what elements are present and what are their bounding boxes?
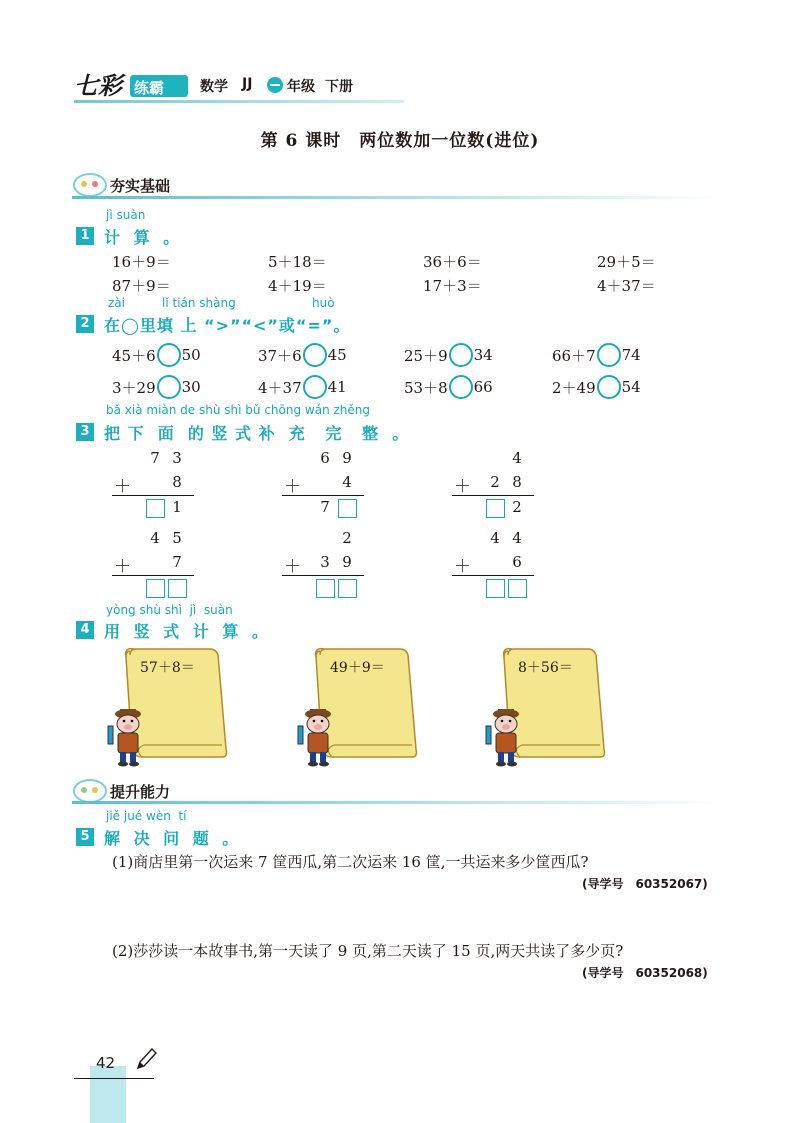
answer-box[interactable]	[338, 579, 357, 598]
q1-expr: 29＋5＝	[597, 253, 656, 271]
answer-box[interactable]	[486, 579, 505, 598]
page-number: 42	[96, 1054, 116, 1072]
answer-box[interactable]	[146, 499, 165, 518]
vertical-addition	[112, 447, 194, 520]
scroll-expression: 49＋9＝	[330, 660, 385, 676]
q1-text: 计 算 。	[104, 228, 184, 247]
q2-item: 4＋37 41	[258, 375, 347, 399]
digit: 8	[512, 473, 522, 491]
vertical-addition	[282, 447, 364, 520]
scroll-expression: 57＋8＝	[140, 660, 195, 676]
pencil-icon	[134, 1046, 158, 1076]
q3-pinyin: bǎ xià miàn de shù shì bǔ chōng wán zhěng	[106, 403, 370, 417]
q3-number: 3	[76, 423, 94, 441]
digit: 4	[512, 449, 522, 467]
scroll-expression: 8＋56＝	[518, 660, 573, 676]
section-advanced-divider	[72, 801, 722, 804]
section-basic-divider	[72, 196, 722, 199]
problem-2: (2)莎莎读一本故事书,第一天读了 9 页,第二天读了 15 页,两天共读了多少页?	[112, 942, 624, 960]
q2-number: 2	[76, 315, 94, 333]
answer-box[interactable]	[316, 579, 335, 598]
pig-mascot-icon	[104, 706, 150, 768]
svg-text:七彩: 七彩	[74, 71, 122, 100]
vertical-addition	[282, 527, 364, 600]
q1-expr: 4＋37＝	[597, 277, 656, 295]
section-advanced-title: 提升能力	[110, 783, 171, 801]
plus-sign: ＋	[284, 477, 301, 497]
q1-expr: 36＋6＝	[423, 253, 482, 271]
guide-number-2: (导学号 60352068)	[582, 966, 708, 980]
digit: 7	[172, 553, 182, 571]
pig-mascot-icon	[294, 706, 340, 768]
plus-sign: ＋	[114, 477, 131, 497]
section-advanced-icon	[72, 776, 108, 804]
q5-text: 解 决 问 题 。	[104, 829, 243, 848]
digit: 4	[150, 529, 160, 547]
plus-sign: ＋	[454, 477, 471, 497]
section-basic-icon	[72, 170, 108, 198]
q2-item: 66＋7 74	[552, 343, 641, 367]
q4-number: 4	[76, 621, 94, 639]
digit: 3	[320, 553, 330, 571]
answer-box[interactable]	[338, 499, 357, 518]
plus-sign: ＋	[454, 557, 471, 577]
answer-circle[interactable]	[449, 343, 473, 367]
q1-expr: 5＋18＝	[268, 253, 327, 271]
q2-item: 25＋9 34	[404, 343, 493, 367]
q2-item: 37＋6 45	[258, 343, 347, 367]
vertical-addition	[452, 527, 534, 600]
digit: 9	[342, 449, 352, 467]
answer-circle[interactable]	[303, 375, 327, 399]
q2-pinyin: huò	[312, 296, 335, 310]
term-label: 下册	[325, 79, 353, 95]
grade-label: 年级	[287, 79, 315, 95]
answer-circle[interactable]	[449, 375, 473, 399]
q2-pinyin: zài	[108, 296, 125, 310]
answer-box[interactable]	[508, 579, 527, 598]
answer-box[interactable]	[146, 579, 165, 598]
plus-sign: ＋	[114, 557, 131, 577]
brand-logo: 七彩 练霸	[74, 70, 192, 100]
vertical-addition	[112, 527, 194, 600]
q1-pinyin: jì suàn	[106, 208, 146, 222]
q2-item: 3＋29 30	[112, 375, 201, 399]
digit: 4	[490, 529, 500, 547]
guide-number-1: (导学号 60352067)	[582, 877, 708, 891]
answer-box[interactable]	[486, 499, 505, 518]
digit: 6	[320, 449, 330, 467]
digit: 4	[512, 529, 522, 547]
section-basic-title: 夯实基础	[110, 177, 171, 195]
header-divider	[74, 100, 404, 103]
digit: 8	[172, 473, 182, 491]
digit: 4	[342, 473, 352, 491]
digit: 1	[172, 498, 182, 516]
vertical-addition	[452, 447, 534, 520]
answer-box[interactable]	[168, 579, 187, 598]
pig-mascot-icon	[482, 706, 528, 768]
digit: 6	[512, 553, 522, 571]
problem-1: (1)商店里第一次运来 7 筐西瓜,第二次运来 16 筐,一共运来多少筐西瓜?	[112, 853, 589, 871]
digit: 2	[342, 529, 352, 547]
q1-expr: 17＋3＝	[423, 277, 482, 295]
q1-number: 1	[76, 227, 94, 245]
q4-pinyin: yòng shù shì jì suàn	[106, 603, 233, 617]
footer-bar	[90, 1066, 126, 1123]
q1-expr: 87＋9＝	[112, 277, 171, 295]
edition-label: JJ	[242, 76, 253, 92]
digit: 7	[320, 498, 330, 516]
q1-expr: 16＋9＝	[112, 253, 171, 271]
q1-expr: 4＋19＝	[268, 277, 327, 295]
plus-sign: ＋	[284, 557, 301, 577]
digit: 2	[512, 498, 522, 516]
digit: 5	[172, 529, 182, 547]
subject-label: 数学	[200, 79, 228, 95]
answer-circle[interactable]	[157, 375, 181, 399]
q2-text: 在◯里填 上 “>”“<”或“=”。	[104, 316, 351, 335]
digit: 9	[342, 553, 352, 571]
q3-text: 把 下 面 的 竖 式 补 充 完 整 。	[104, 424, 410, 443]
q4-text: 用 竖 式 计 算 。	[104, 622, 272, 641]
q2-item: 53＋8 66	[404, 375, 493, 399]
digit: 7	[150, 449, 160, 467]
lesson-title: 第 6 课时 两位数加一位数(进位)	[260, 131, 540, 151]
digit: 2	[490, 473, 500, 491]
grade-number-badge	[267, 77, 283, 93]
q5-number: 5	[76, 828, 94, 846]
page-number-underline	[74, 1078, 154, 1079]
q5-pinyin: jiě jué wèn tí	[106, 809, 187, 823]
answer-circle[interactable]	[597, 343, 621, 367]
answer-circle[interactable]	[303, 343, 327, 367]
digit: 3	[172, 449, 182, 467]
answer-circle[interactable]	[157, 343, 181, 367]
q2-pinyin: lǐ tián shàng	[162, 296, 236, 310]
q2-item: 45＋6 50	[112, 343, 201, 367]
q2-item: 2＋49 54	[552, 375, 641, 399]
answer-circle[interactable]	[597, 375, 621, 399]
